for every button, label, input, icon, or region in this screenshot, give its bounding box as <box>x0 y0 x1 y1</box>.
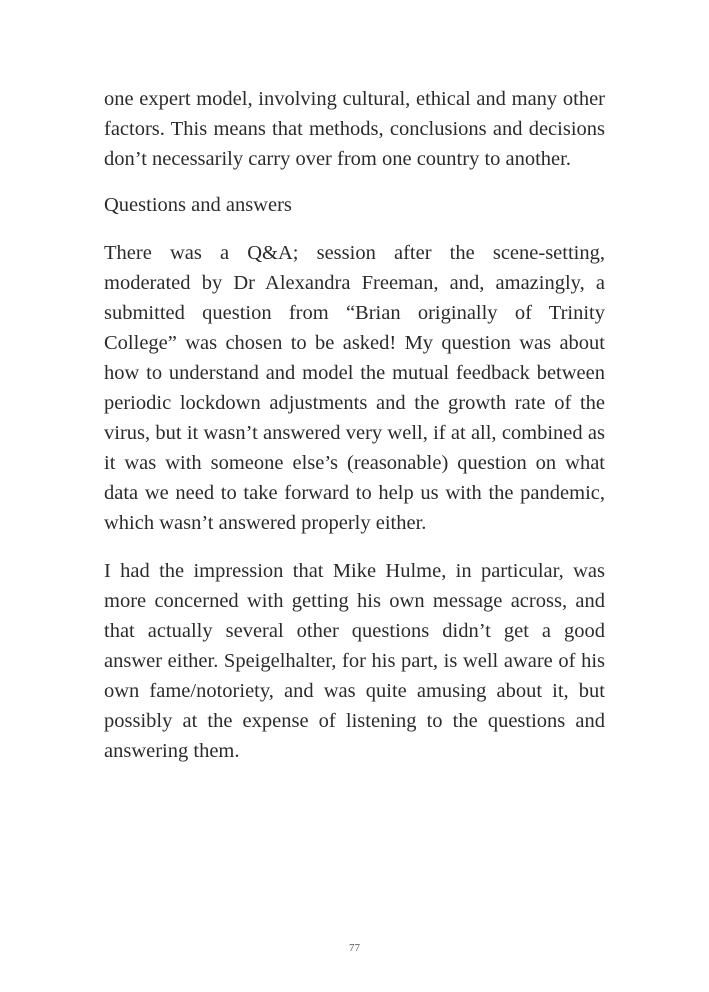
paragraph-impression: I had the impression that Mike Hulme, in particular, was more concerned with getting his own message across, and that actually several other questions didn’t get a good answer either. Speigelhalter, for his part, is well aware of his own fame/notoriety, and was quite amusing about it, but possibly at the expense of listening to the questions and answering them. <box>104 560 605 762</box>
body-text <box>104 84 605 766</box>
paragraph-qa-session: There was a Q&A; session after the scene-setting, moderated by Dr Alexandra Freeman, and, amazingly, a submitted question from “Brian originally of Trinity College” was chosen to be asked! My question was about how to understand and model the mutual feedback between periodic lockdown adjustments and the growth rate of the virus, but it wasn’t answered very well, if at all, combined as it was with someone else’s (reasonable) question on what data we need to take forward to help us with the pandemic, which wasn’t answered properly either. <box>104 242 605 534</box>
paragraph-continuation: one expert model, involving cultural, ethical and many other factors. This means that methods, conclusions and decisions don’t necessarily carry over from one country to another. <box>104 88 605 170</box>
section-heading: Questions and answers <box>104 194 292 216</box>
page-number: 77 <box>349 942 360 954</box>
